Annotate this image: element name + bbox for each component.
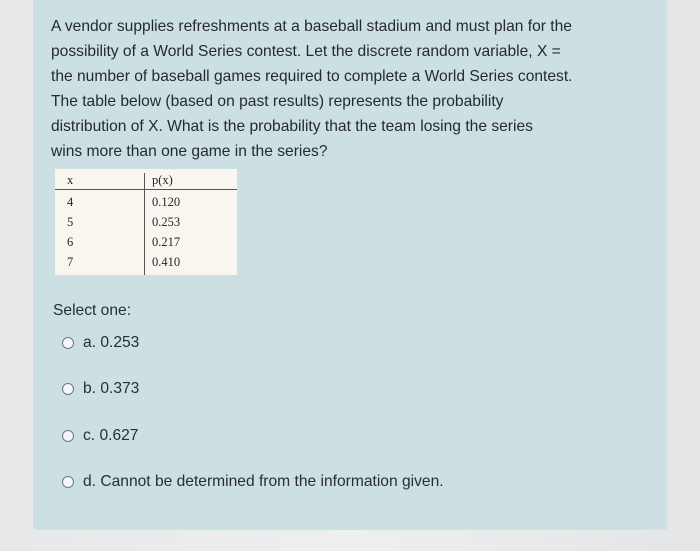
question-line: The table below (based on past results) represents the probability: [51, 93, 504, 110]
table-row: [55, 255, 237, 275]
table-cell-x: 5: [67, 215, 74, 229]
radio-button[interactable]: [62, 476, 74, 488]
table-row: [55, 215, 237, 235]
option-label: d. Cannot be determined from the information given.: [83, 473, 444, 490]
table-header-row: [55, 173, 237, 189]
question-line: possibility of a World Series contest. Let the discrete random variable, X =: [51, 43, 561, 60]
table-cell-x: 4: [67, 195, 74, 209]
radio-button[interactable]: [62, 430, 74, 442]
option-d[interactable]: [62, 471, 444, 493]
question-line: wins more than one game in the series?: [51, 143, 328, 160]
table-cell-x: 6: [67, 235, 74, 249]
table-header-x: x: [67, 173, 74, 187]
option-a[interactable]: [62, 332, 139, 354]
radio-button[interactable]: [62, 337, 74, 349]
table-row: [55, 235, 237, 255]
table-cell-px: 0.253: [152, 215, 181, 229]
question-card: [33, 0, 667, 530]
question-line: the number of baseball games required to complete a World Series contest.: [51, 68, 573, 85]
probability-table: [55, 169, 237, 275]
radio-button[interactable]: [62, 383, 74, 395]
table-row: [55, 195, 237, 215]
table-header-divider: [55, 189, 237, 190]
option-label: c. 0.627: [83, 427, 139, 444]
select-one-label: Select one:: [53, 302, 132, 319]
table-cell-x: 7: [67, 255, 74, 269]
option-label: b. 0.373: [83, 380, 140, 397]
option-c[interactable]: [62, 425, 138, 447]
option-b[interactable]: [62, 378, 139, 400]
question-line: A vendor supplies refreshments at a baseball stadium and must plan for the: [51, 18, 572, 35]
table-cell-px: 0.120: [152, 195, 181, 209]
option-label: a. 0.253: [83, 334, 140, 351]
question-line: distribution of X. What is the probability that the team losing the series: [51, 118, 533, 135]
table-cell-px: 0.410: [152, 255, 181, 269]
table-header-px: p(x): [152, 173, 173, 187]
table-cell-px: 0.217: [152, 235, 181, 249]
question-text: [51, 14, 661, 164]
